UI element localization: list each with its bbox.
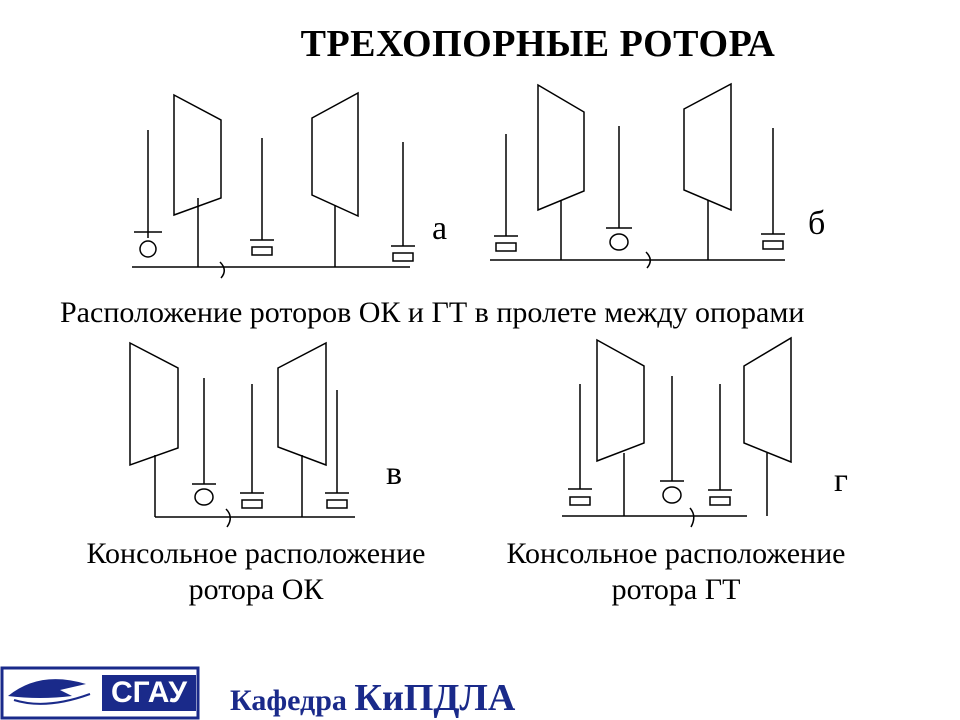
turbine-shape [278,343,326,465]
bearing-rect [570,497,590,505]
diagram-a [132,93,415,278]
caption-g [476,536,876,608]
label-g: г [834,462,848,499]
diagram-b [490,84,785,268]
caption-g-line1: Консольное расположение [506,537,846,570]
bearing-circle [663,487,681,503]
compressor-shape [130,343,178,465]
compressor-shape [174,95,221,215]
bearing-rect [252,247,272,255]
bearing-rect [393,253,413,261]
bearing-circle [610,234,628,250]
caption-top: Расположение роторов ОК и ГТ в пролете между опорами [60,296,805,329]
coupling-arc [690,508,694,527]
turbine-shape [684,84,731,210]
bearing-rect [242,500,262,508]
label-b: б [808,205,826,242]
compressor-shape [597,340,644,461]
department-name: КиПДЛА [354,677,516,719]
page-title: ТРЕХОПОРНЫЕ РОТОРА [300,23,776,65]
label-v: в [386,455,403,492]
bearing-rect [327,500,347,508]
bearing-circle [195,489,213,505]
label-a: а [432,210,448,247]
caption-g-line2: ротора ГТ [611,573,741,606]
turbine-shape [744,338,791,462]
diagram-v [130,343,355,527]
caption-v-line2: ротора ОК [188,573,324,606]
caption-v-line1: Консольное расположение [86,537,426,570]
bearing-circle [140,241,156,257]
turbine-shape [312,93,358,216]
logo-text: СГАУ [102,675,196,711]
coupling-arc [220,262,224,278]
caption-v [56,536,456,608]
bearing-rect [763,241,783,249]
department-prefix: Кафедра [230,684,355,717]
compressor-shape [538,85,584,210]
bearing-rect [710,497,730,505]
department-label [230,676,515,720]
bearing-rect [496,243,516,251]
diagram-g [562,338,791,527]
coupling-arc [226,509,230,527]
